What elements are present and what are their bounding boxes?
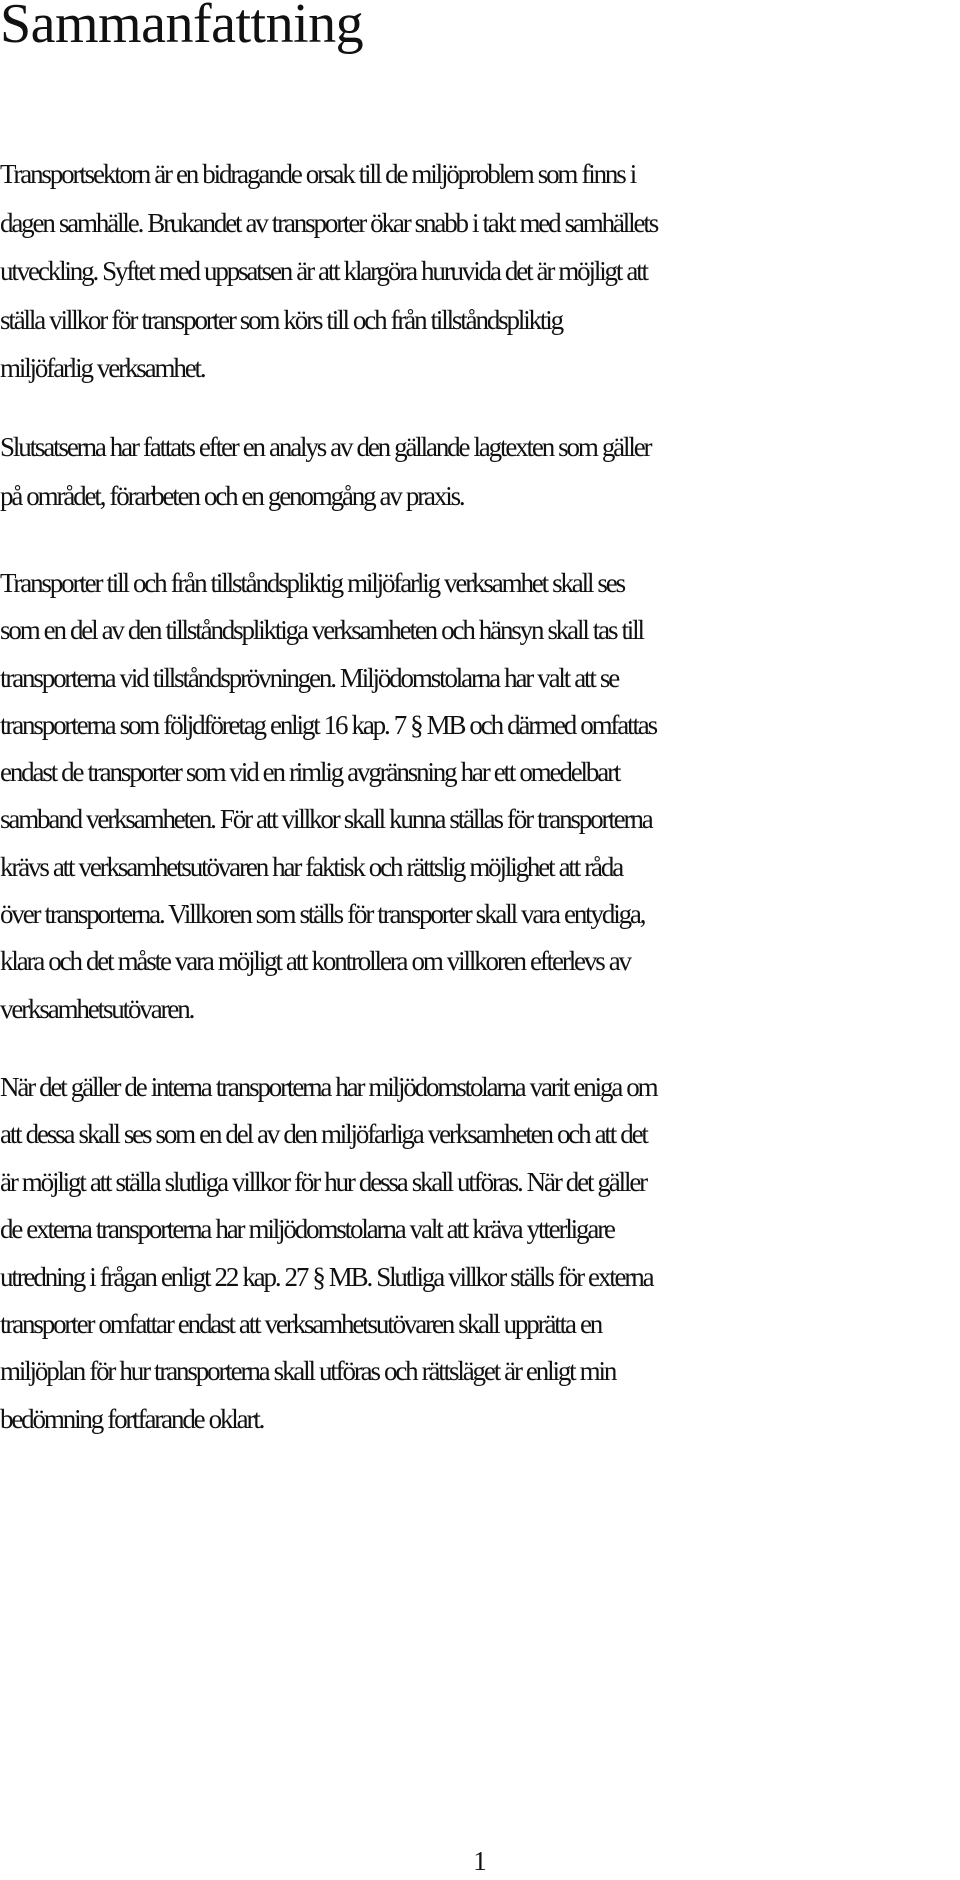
text-line: över transporterna. Villkoren som ställs för transporter skall vara entydiga,	[0, 899, 645, 930]
text-line: bedömning fortfarande oklart.	[0, 1403, 264, 1434]
text-line: transporterna vid tillståndsprövningen. Miljödomstolarna har valt att se	[0, 662, 619, 693]
text-line: krävs att verksamhetsutövaren har faktisk och rättslig möjlighet att råda	[0, 851, 623, 882]
text-line: När det gäller de interna transporterna har miljödomstolarna varit eniga om	[0, 1072, 657, 1102]
page-title: Sammanfattning	[0, 0, 364, 55]
text-line: dagen samhälle. Brukandet av transporter ökar snabb i takt med samhällets	[0, 207, 658, 238]
paragraph-3	[0, 560, 960, 1033]
paragraph-1	[0, 150, 960, 393]
text-line: endast de transporter som vid en rimlig avgränsning har ett omedelbart	[0, 757, 620, 788]
paragraph-2	[0, 423, 960, 520]
text-line: miljöplan för hur transporterna skall utföras och rättsläget är enligt min	[0, 1356, 616, 1387]
text-line: ställa villkor för transporter som körs till och från tillståndspliktig	[0, 304, 562, 335]
text-line: utredning i frågan enligt 22 kap. 27 § MB. Slutliga villkor ställs för externa	[0, 1261, 653, 1292]
text-line: verksamhetsutövaren.	[0, 993, 194, 1024]
text-line: Slutsatserna har fattats efter en analys av den gällande lagtexten som gäller	[0, 432, 651, 462]
text-line: att dessa skall ses som en del av den miljöfarliga verksamheten och att det	[0, 1119, 647, 1150]
page-number: 1	[473, 1846, 487, 1876]
text-line: som en del av den tillståndspliktiga verksamheten och hänsyn skall tas till	[0, 615, 643, 646]
paragraph-4	[0, 1064, 960, 1443]
text-line: transporter omfattar endast att verksamhetsutövaren skall upprätta en	[0, 1309, 602, 1340]
text-line: är möjligt att ställa slutliga villkor för hur dessa skall utföras. När det gäller	[0, 1166, 646, 1197]
text-line: på området, förarbeten och en genomgång av praxis.	[0, 480, 464, 511]
text-line: transporterna som följdföretag enligt 16 kap. 7 § MB och därmed omfattas	[0, 709, 656, 740]
text-line: Transporter till och från tillståndspliktig miljöfarlig verksamhet skall ses	[0, 568, 624, 598]
text-line: utveckling. Syftet med uppsatsen är att klargöra huruvida det är möjligt att	[0, 256, 647, 286]
text-line: samband verksamheten. För att villkor skall kunna ställas för transporterna	[0, 804, 652, 835]
text-line: miljöfarlig verksamhet.	[0, 353, 205, 383]
text-line: klara och det måste vara möjligt att kontrollera om villkoren efterlevs av	[0, 946, 630, 977]
text-line: Transportsektorn är en bidragande orsak till de miljöproblem som finns i	[0, 159, 636, 189]
text-line: de externa transporterna har miljödomstolarna valt att kräva ytterligare	[0, 1214, 614, 1245]
